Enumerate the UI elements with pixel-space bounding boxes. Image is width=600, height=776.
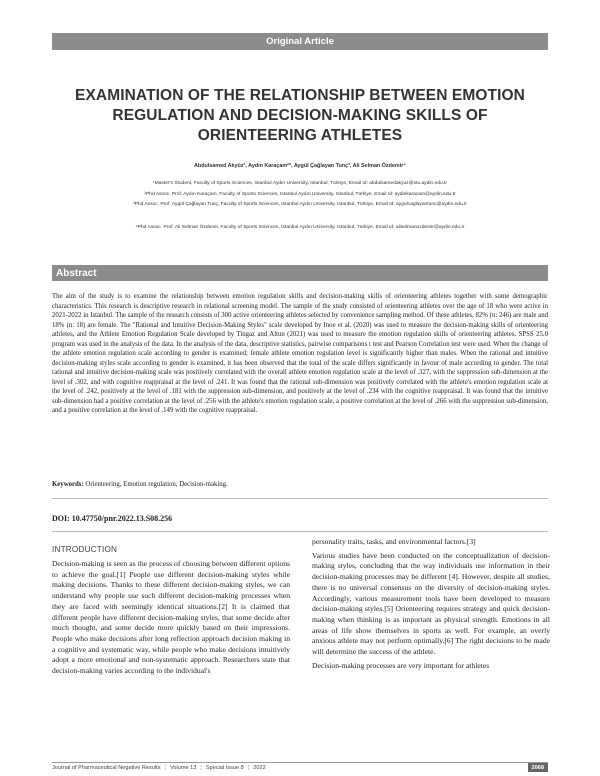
keywords-label: Keywords: <box>52 481 84 488</box>
abstract-heading-bar <box>52 265 548 281</box>
keywords-value: Orienteering, Emotion regulation, Decision-making. <box>83 481 228 488</box>
separator: ¦ <box>247 764 250 771</box>
affiliation-3: ³Phd Assoc. Prof. Aygül Çağlayan Tunç, Faculty of Sports Sciences, Istanbul Aydın University, Istanbul, Türkiye, Email Id: aygulcaglayantunc@aydin.edu.tr <box>132 202 468 207</box>
affiliation-2: ²Phd Assoc. Prof. Aydın Karaçam, Faculty of Sports Sciences, Istanbul Aydın University, Istanbul, Türkiye, Email Id: aydinkaracam@aydin.edu.tr <box>144 192 456 197</box>
article-type-label: Original Article <box>266 36 334 47</box>
paper-title: EXAMINATION OF THE RELATIONSHIP BETWEEN EMOTION REGULATION AND DECISION-MAKING SKILLS OF ORIENTEERING ATHLETES <box>75 87 525 144</box>
section-heading-introduction: INTRODUCTION <box>52 545 118 554</box>
volume: Volume 13 <box>169 764 197 771</box>
abstract-text: The aim of the study is to examine the relationship between emotion regulation skills and decision-making skills of orienteering athletes together with some demographic characteristics. This research is descriptive research in relational screening model. The sample of the study consisted of orienteering athletes over the age of 18 who were active in 2021-2022 in Istanbul. The sample of the research consists of 300 active orienteering athletes selected by convenience sampling method. Of these athletes, 82% (n: 246) are male and 18% (n: 18) are female. The "Rational and Intuitive Decision-Making Styles" scale developed by Inoe et al. (2020) was used to measure the decision-making skills of orienteering athletes, and the Athlete Emotion Regulation Scale developed by Tingaz and Altun (2021) was used to measure the emotion regulation skills of orienteering athletes. SPSS 25.0 program was used in the analysis of the data. In the analysis of the data, descriptive statistics, pairwise comparisons t test and Pearson Correlation test were used. When the change of the athlete emotion regulation scale according to gender is examined; female athlete emotion regulation level is significantly higher than males. When the rational and intuitive decision-making styles scale according to gender is examined, it has been observed that the total of the scale differs significantly in favour of male according to gender. The total rational and intuitive decision-making scale was positively correlated with the overall athlete emotion regulation scale at the level of .327, with the suppression sub-dimension at the level of .302, and with cognitive reappraisal at the level of .241. It was found that the rational sub-dimension was positively correlated with the athlete's emotion regulation scale at the level of .242, positively at the level of .181 with the suppression sub-dimension, and positively at the level of .234 with the cognitive reappraisal. It was found that the intuitive sub-dimension had a positive correlation at the level of .256 with the athlete's emotion regulation scale, a positive correlation at the level of .266 with the suppression sub-dimension, and a positive correlation at the level of .149 with the cognitive reappraisal. <box>52 293 548 414</box>
year: 2022 <box>253 764 266 771</box>
divider <box>52 498 548 499</box>
paragraph: Decision-making processes are very important for athletes <box>312 660 490 670</box>
author-list: Abdulsamed Akyüz¹, Aydın Karaçam²*, Aygül Çağlayan Tunç³, Ali Selman Özdemir⁴ <box>194 163 406 169</box>
doi: DOI: 10.47750/pnr.2022.13.S08.256 <box>52 514 173 523</box>
article-type-banner <box>52 33 548 50</box>
paragraph: Decision-making is seen as the process of choosing between different options to achieve the goal.[1] People use different decision-making styles while making decisions. Thanks to these different decision-making styles, we can understand why people use such different decision-making processes when they are faced with seemingly identical situations.[2] It is claimed that different people have different decision-making styles, that some decide after much thought, and some decide more quickly based on their impressions. People who make decisions after long reflection approach decision making in a cognitive and systematic way, while people who make decisions intuitively adopt a more emotional and non-systematic approach. Researchers state that decision-making varies according to the individual's <box>52 559 290 676</box>
journal-name: Journal of Pharmaceutical Negative Results <box>52 764 161 771</box>
abstract-heading: Abstract <box>56 267 97 279</box>
page-footer <box>52 763 548 772</box>
body-column-left <box>52 559 290 677</box>
paragraph: personality traits, tasks, and environmental factors.[3] <box>312 537 476 546</box>
body-column-right <box>312 537 550 671</box>
paragraph: Various studies have been conducted on the conceptualization of decision-making styles, concluding that the way individuals use information in their decision-making processes may be different [4]. However, despite all studies, there is no universal consensus on the diversity of decision-making styles. Accordingly, various measurement tools have been developed to measure decision-making styles.[5] Orienteering requires strategy and quick decision-making when thinking is as important as physical strength. Emotions in all areas of life show themselves in sports as well. For example, an overly anxious athlete may not perform optimally.[6] The right decisions to be made will determine the success of the athlete. <box>312 550 550 657</box>
separator: ¦ <box>200 764 202 771</box>
page-number: 2068 <box>528 763 548 772</box>
affiliation-4: ⁴Phd Assoc. Prof. Ali Selman Özdemir, Faculty of Sports Sciences, Istanbul Aydın University, Istanbul, Türkiye, Email Id: aliselmanozdemir@aydin.edu.tr <box>135 225 465 230</box>
issue: Special Issue 8 <box>205 764 244 771</box>
divider <box>52 531 548 532</box>
affiliation-1: ¹Master's Student, Faculty of Sports Sciences, Istanbul Aydın University, Istanbul, Türkiye, Email Id: abdulsamedakyuz@stu.aydin.edu.tr <box>152 181 448 186</box>
keywords <box>52 480 548 489</box>
separator: ¦ <box>164 764 166 771</box>
